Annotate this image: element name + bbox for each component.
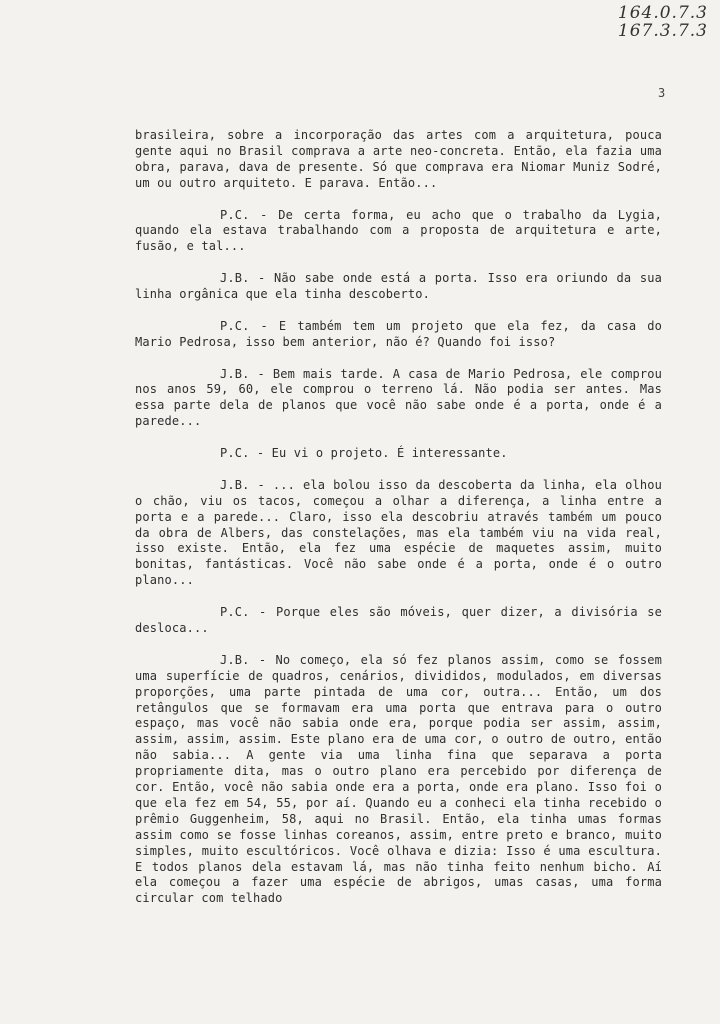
paragraph-pc-4: P.C. - Porque eles são móveis, quer dizer, a divisória se desloca... <box>135 605 662 635</box>
paragraph-pc-2: P.C. - E também tem um projeto que ela fez, da casa do Mario Pedrosa, isso bem anterior, não é? Quando foi isso? <box>135 318 662 349</box>
handwritten-code-line-2: 167.3.7.3 <box>617 21 708 41</box>
transcript-body <box>135 128 662 923</box>
paragraph-jb-4: J.B. - No começo, ela só fez planos assim, como se fossem uma superfície de quadros, cenários, divididos, modulados, em diversas proporções, uma parte pintada de uma cor, outra... Então, um dos retângulos que se formavam era uma porta que entrava para o outro espaço, mas você não sabia onde era, porque podia ser assim, assim, assim, assim, assim. Este plano era de uma cor, o outro de outro, então não sabia... A gente via uma linha fina que separava a porta propriamente dita, mas o outro plano era percebido por diferença de cor. Então, você não sabia onde era a porta, onde era plano. Isso foi o que ela fez em 54, 55, por aí. Quando eu a conheci ela tinha recebido o prêmio Guggenheim, 58, aqui no Brasil. Então, ela tinha umas formas assim como se fosse linhas coreanos, assim, entre preto e branco, muito simples, muito escultóricos. Você olhava e dizia: Isso é uma escultura. E todos planos dela estavam lá, mas não tinha feito nenhum bicho. Aí ela começou a fazer uma espécie de abrigos, umas casas, uma forma circular com telhado <box>135 652 662 906</box>
paragraph-jb-1: J.B. - Não sabe onde está a porta. Isso era oriundo da sua linha orgânica que ela tinha descoberto. <box>135 271 662 302</box>
paragraph-pc-3: P.C. - Eu vi o projeto. É interessante. <box>220 446 508 461</box>
paragraph-pc-1: P.C. - De certa forma, eu acho que o trabalho da Lygia, quando ela estava trabalhando com a proposta de arquitetura e arte, fusão, e tal... <box>135 207 662 254</box>
handwritten-code-line-1: 164.0.7.3 <box>617 3 708 23</box>
page-number: 3 <box>658 86 666 100</box>
handwritten-archive-code <box>618 4 708 40</box>
paragraph-continuation: brasileira, sobre a incorporação das artes com a arquitetura, pouca gente aqui no Brasil comprava a arte neo-concreta. Então, ela fazia uma obra, parava, dava de presente. Só que comprava era Niomar Muniz Sodré, um ou outro arquiteto. E parava. Então... <box>135 128 662 190</box>
paragraph-jb-3: J.B. - ... ela bolou isso da descoberta da linha, ela olhou o chão, viu os tacos, começou a olhar a diferença, a linha entre a porta e a parede... Claro, isso ela descobriu através também um pouco da obra de Albers, das constelações, mas ela também viu na vida real, isso existe. Então, ela fez uma espécie de maquetes assim, muito bonitas, fantásticas. Você não sabe onde é a porta, onde é o outro plano... <box>135 477 662 588</box>
paragraph-jb-2: J.B. - Bem mais tarde. A casa de Mario Pedrosa, ele comprou nos anos 59, 60, ele comprou o terreno lá. Não podia ser antes. Mas essa parte dela de planos que você não sabe onde é a porta, onde é a parede... <box>135 366 662 429</box>
